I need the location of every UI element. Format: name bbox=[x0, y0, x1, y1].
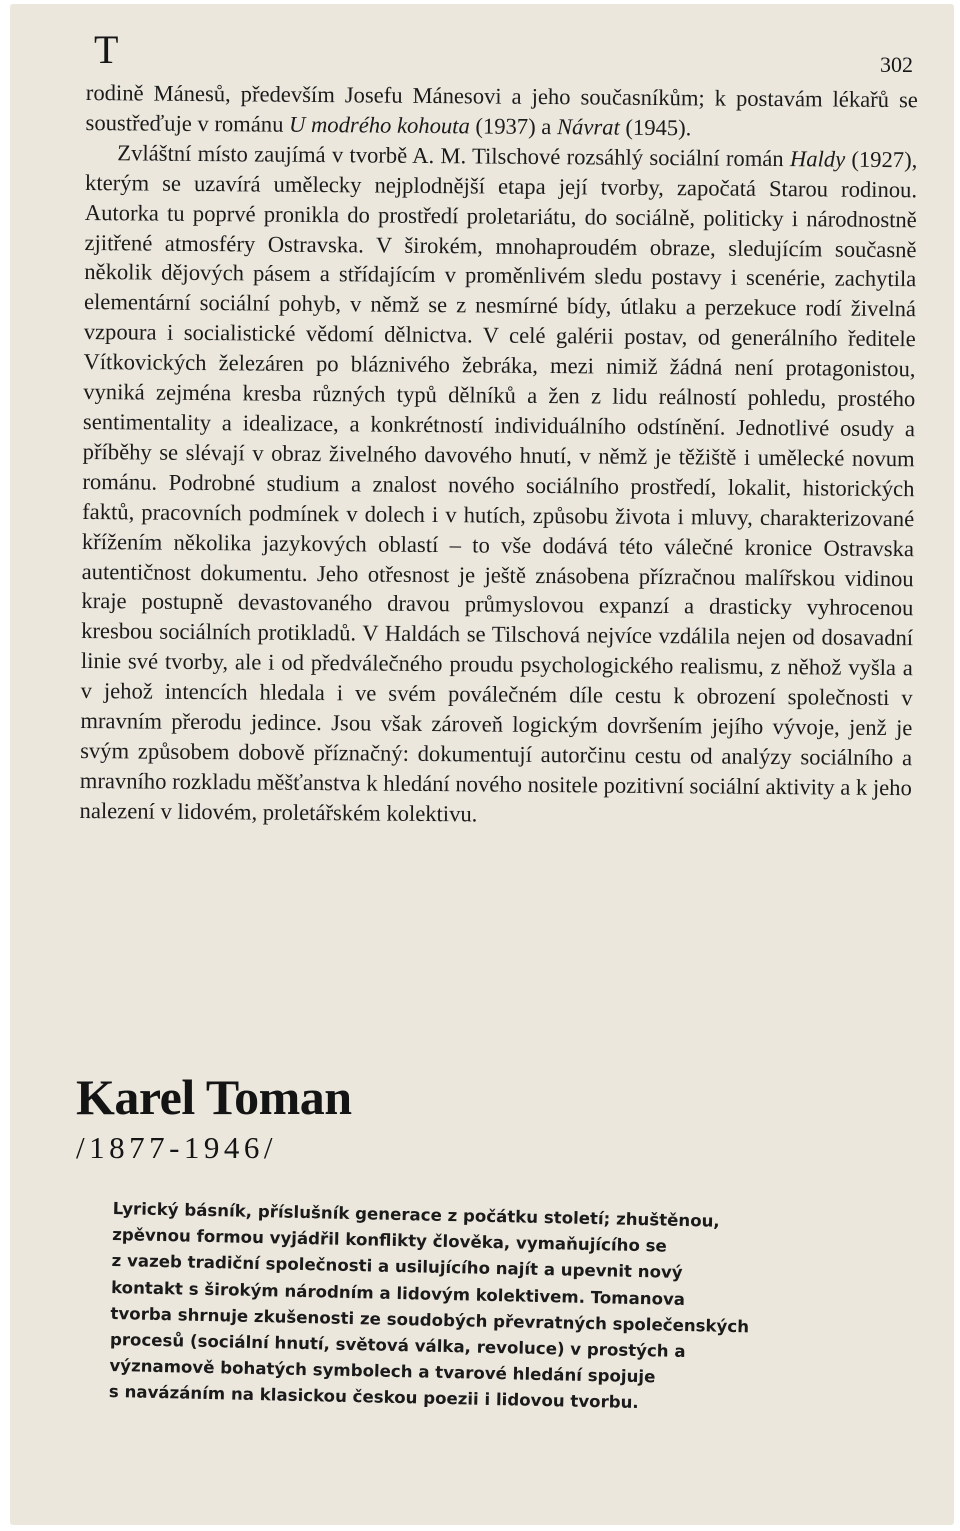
page-number: 302 bbox=[880, 52, 913, 77]
summary-line: kontakt s širokým národním a lidovým kolektivem. Tomanova bbox=[110, 1277, 686, 1309]
paragraph-1 bbox=[85, 78, 917, 145]
paragraph-1-text-a: rodině Mánesů, především Josefu Mánesovi a jeho současníkům; k postavám lékařů se soustřeďuje v románu bbox=[85, 79, 918, 137]
summary-line: zpěvnou formou vyjádřil konflikty člověka, vymaňujícího se bbox=[111, 1225, 667, 1256]
paragraph-1-text-b: (1937) a bbox=[469, 113, 558, 140]
paragraph-1-text-c: (1945). bbox=[619, 114, 692, 141]
author-name-heading: Karel Toman bbox=[76, 1069, 352, 1125]
author-years: /1877-1946/ bbox=[76, 1130, 278, 1165]
paragraph-2 bbox=[79, 138, 917, 833]
summary-line: Lyrický básník, příslušník generace z počátku století; zhuštěnou, bbox=[112, 1198, 720, 1231]
summary-line: tvorba shrnuje zkušenosti ze soudobých převratných společenských bbox=[110, 1303, 750, 1337]
book-title-navrat: Návrat bbox=[556, 114, 620, 140]
book-page bbox=[10, 4, 954, 1525]
section-letter: T bbox=[94, 27, 119, 72]
article-text bbox=[79, 78, 917, 833]
book-title-haldy: Haldy bbox=[789, 145, 846, 172]
author-summary bbox=[109, 1196, 843, 1421]
summary-line: významově bohatých symbolech a tvarové hledání spojuje bbox=[109, 1356, 656, 1387]
paragraph-2-text-a: Zvláštní místo zaujímá v tvorbě A. M. Tilschové rozsáhlý sociální román bbox=[117, 140, 791, 171]
summary-line: s navázáním na klasickou českou poezii i lidovou tvorbu. bbox=[108, 1382, 639, 1413]
paragraph-2-text-b: (1927), kterým se uzavírá umělecky nejplodnější etapa její tvorby, započatá Starou rodinou. Autorka tu poprvé pronikla do prostředí proletariátu, do sociálně, politicky i národnostně zjitřené atmosféry Ostravska. V širokém, mnohaproudém obraze, sledujícím současně několik dějových pásem a střídajícím v proměnlivém sledu postavy i scenérie, zachytila elementární sociální pohyb, v němž se z nesmírné bídy, útlaku a perzekuce rodí živelná vzpoura i socialistické vědomí dělnictva. V celé galérii postav, od generálního ředitele Vítkovických železáren po bláznivého žebráka, mezi nimiž žádná není protagonistou, vyniká zejména kresba různých typů dělníků a žen z lidu reálností pohledu, prostého sentimentality a idealizace, a konkrétností individuálního odstínění. Jednotlivé osudy a příběhy se slévají v obraz živelného davového hnutí, v němž je těžiště i umělecké novum románu. Podrobné studium a znalost nového sociálního prostředí, lokalit, historických faktů, pracovních podmínek v dolech i v hutích, způsobu života i mluvy, charakterizované křížením několika jazykových oblastí – to vše dodává této válečné kronice Ostravska autentičnost dokumentu. Jeho otřesnost je ještě znásobena přízračnou malířskou vidinou kraje postupně devastovaného dravou průmyslovou expanzí a drasticky vyhrocenou kresbou sociálních protikladů. V Haldách se Tilschová nejvíce vzdálila nejen od dosavadní linie své tvorby, ale i od předválečného proudu psychologického realismu, z něhož vyšla a v jehož intencích hledala i ve svém poválečném díle cestu k obrození společnosti v mravním přerodu jedince. Jsou však zároveň logickým dovršením jejího vývoje, jenž je svým způsobem dobově příznačný: dokumentují autorčinu cestu od analýzy sociálního a mravního rozkladu měšťanstva k hledání nového nositele pozitivní sociální aktivity a k jeho nalezení v lidovém, proletářském kolektivu. bbox=[79, 146, 918, 827]
summary-line: procesů (sociální hnutí, světová válka, revoluce) v prostých a bbox=[109, 1329, 686, 1362]
summary-line: z vazeb tradiční společnosti a usilujícího najít a upevnit nový bbox=[111, 1251, 683, 1283]
book-title-u-modreho-kohouta: U modrého kohouta bbox=[288, 111, 470, 139]
